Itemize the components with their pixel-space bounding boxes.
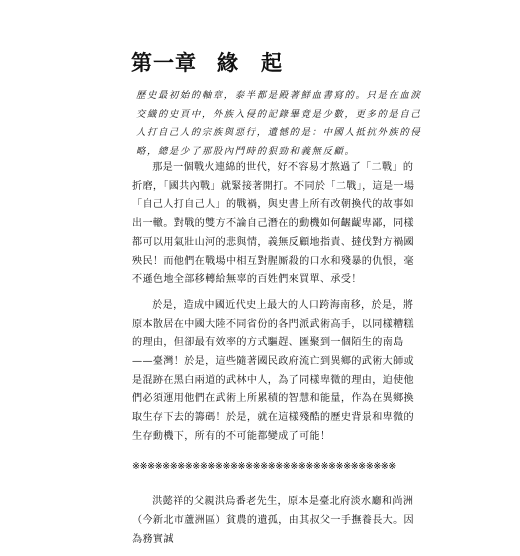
paragraph-3: 洪懿祥的父親洪烏番老先生，原本是臺北府淡水廳和尚洲（今新北市蘆洲區）貧農的遺孤，由其叔父一手撫養長大。因為務實誠 bbox=[132, 496, 414, 545]
chapter-heading bbox=[131, 49, 283, 77]
paragraph-2: 於是，造成中國近代史上最大的人口跨海南移，於是，將原本散居在中國大陸不同省份的各門派武術高手，以同樣糟糕的理由，但卻最有效率的方式驅趕、匯聚到一個陌生的南島——臺灣！於是，這些隨著國民政府流亡到異鄉的武術大師或是混跡在黑白兩道的武林中人，為了同樣卑微的理由，迫使他們必須運用他們在武術上所累積的智慧和能量，作為在異鄉換取生存下去的籌碼！於是，就在這樣殘酷的歷史背景和卑微的生存動機下，所有的不可能都變成了可能！ bbox=[132, 299, 414, 442]
paragraph-1: 那是一個戰火連綿的世代，好不容易才熬過了「二戰」的折磨，「國共內戰」就緊接著開打。不同於「二戰」，這是一場「自己人打自己人」的戰禍，與史書上所有改朝換代的故事如出一轍。對戰的雙方不論自己潛在的動機如何齷齪卑鄙，同樣都可以用氣壯山河的悲與情，義無反顧地指責、撻伐對方禍國殃民！而他們在戰場中相互對腥厮殺的口水和殘暴的仇恨，毫不遜色地全部移轉給無辜的百姓們來買單、承受！ bbox=[132, 162, 415, 286]
chapter-number: 第一章 bbox=[131, 51, 197, 75]
chapter-title: 緣 起 bbox=[217, 51, 283, 75]
chapter-body bbox=[132, 159, 415, 556]
chapter-epigraph: 歷史最初始的軸章，泰半都是殿著鮮血書寫的。只是在血淚交織的史頁中，外族入侵的記錄畢竟是少數，更多的是自己人打自己人的宗族與惡行，遺憾的是：中國人抵抗外族的侵略，總是少了那股內鬥時的狠勁和義無反顧。 bbox=[136, 90, 422, 157]
section-divider: ※※※※※※※※※※※※※※※※※※※※※※※※※※※※※※※※※※※ bbox=[132, 460, 396, 472]
